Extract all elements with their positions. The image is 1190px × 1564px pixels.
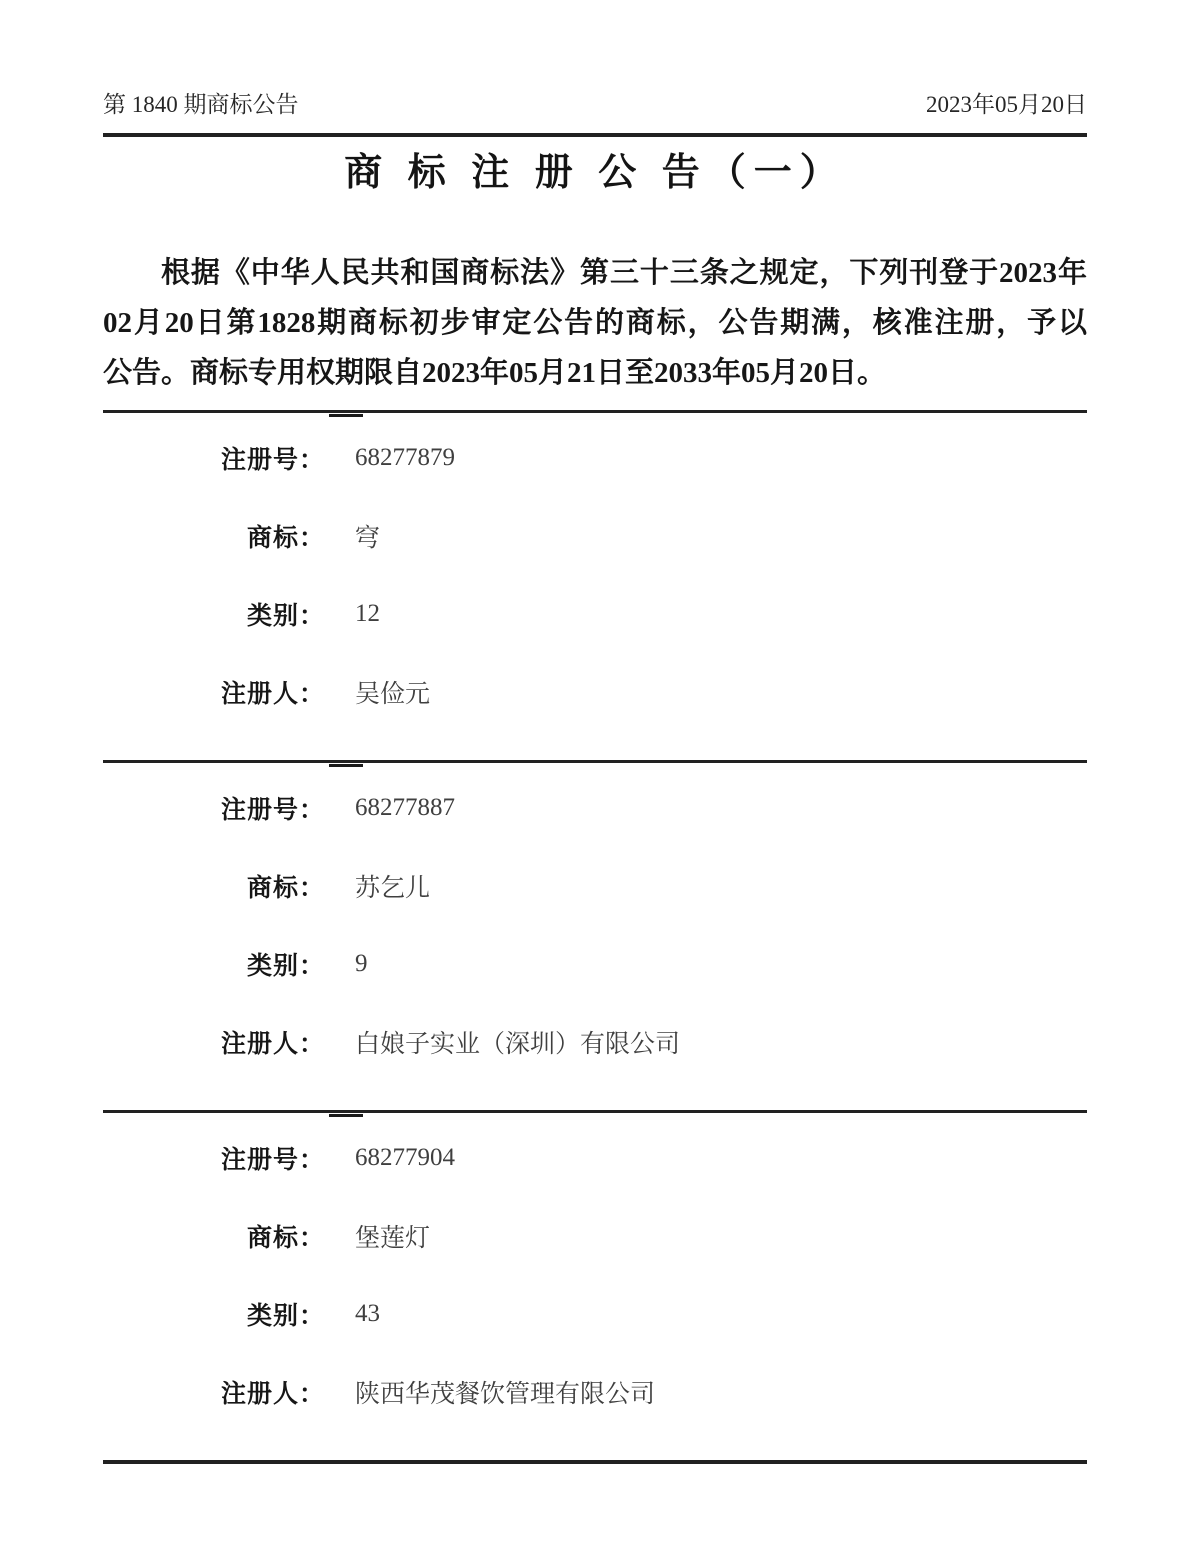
header-issue-label: 第 1840 期商标公告 (103, 92, 299, 117)
trademark-record (103, 760, 1087, 1110)
running-header (103, 0, 1087, 120)
intro-line: 根据《中华人民共和国商标法》第三十三条之规定，下列刊登于2023年 (161, 257, 1087, 289)
record-row-trademark (103, 1197, 1087, 1275)
reg-no-value: 68277904 (355, 1144, 455, 1171)
trademark-record (103, 1110, 1087, 1460)
records-section (103, 410, 1087, 1464)
registrant-label: 注册人： (220, 681, 325, 708)
reg-no-value: 68277887 (355, 794, 455, 821)
reg-no-value: 68277879 (355, 444, 455, 471)
record-row-registrant (103, 1003, 1087, 1081)
record-row-trademark (103, 497, 1087, 575)
intro-paragraph (103, 248, 1087, 398)
category-label: 类别： (246, 953, 325, 980)
page-title: 商 标 注 册 公 告（一） (344, 152, 846, 194)
trademark-label: 商标： (246, 525, 325, 552)
header-date: 2023年05月20日 (926, 92, 1087, 117)
registrant-label: 注册人： (220, 1381, 325, 1408)
trademark-record (103, 410, 1087, 760)
intro-line: 02月20日第1828期商标初步审定公告的商标，公告期满，核准注册，予以 (103, 307, 1087, 339)
record-row-registrant (103, 1353, 1087, 1431)
registrant-value: 白娘子实业（深圳）有限公司 (355, 1031, 681, 1058)
record-row-trademark (103, 847, 1087, 925)
trademark-value: 苏乞儿 (355, 875, 431, 902)
record-row-reg-no (103, 769, 1087, 847)
record-row-category (103, 575, 1087, 653)
trademark-label: 商标： (246, 1225, 325, 1252)
category-value: 9 (355, 950, 368, 977)
reg-no-label: 注册号： (220, 447, 325, 474)
registrant-value: 吴俭元 (355, 681, 431, 708)
record-row-category (103, 925, 1087, 1003)
trademark-label: 商标： (246, 875, 325, 902)
trademark-value: 堡莲灯 (355, 1225, 431, 1252)
reg-no-label: 注册号： (220, 797, 325, 824)
trademark-value: 穹 (355, 525, 381, 552)
record-row-reg-no (103, 1119, 1087, 1197)
registrant-value: 陕西华茂餐饮管理有限公司 (355, 1381, 656, 1408)
category-label: 类别： (246, 603, 325, 630)
record-row-reg-no (103, 419, 1087, 497)
registrant-label: 注册人： (220, 1031, 325, 1058)
header-rule (103, 133, 1087, 137)
category-label: 类别： (246, 1303, 325, 1330)
category-value: 12 (355, 600, 380, 627)
reg-no-label: 注册号： (220, 1147, 325, 1174)
record-row-registrant (103, 653, 1087, 731)
category-value: 43 (355, 1300, 380, 1327)
intro-line: 公告。商标专用权期限自2023年05月21日至2033年05月20日。 (103, 357, 887, 389)
record-row-category (103, 1275, 1087, 1353)
